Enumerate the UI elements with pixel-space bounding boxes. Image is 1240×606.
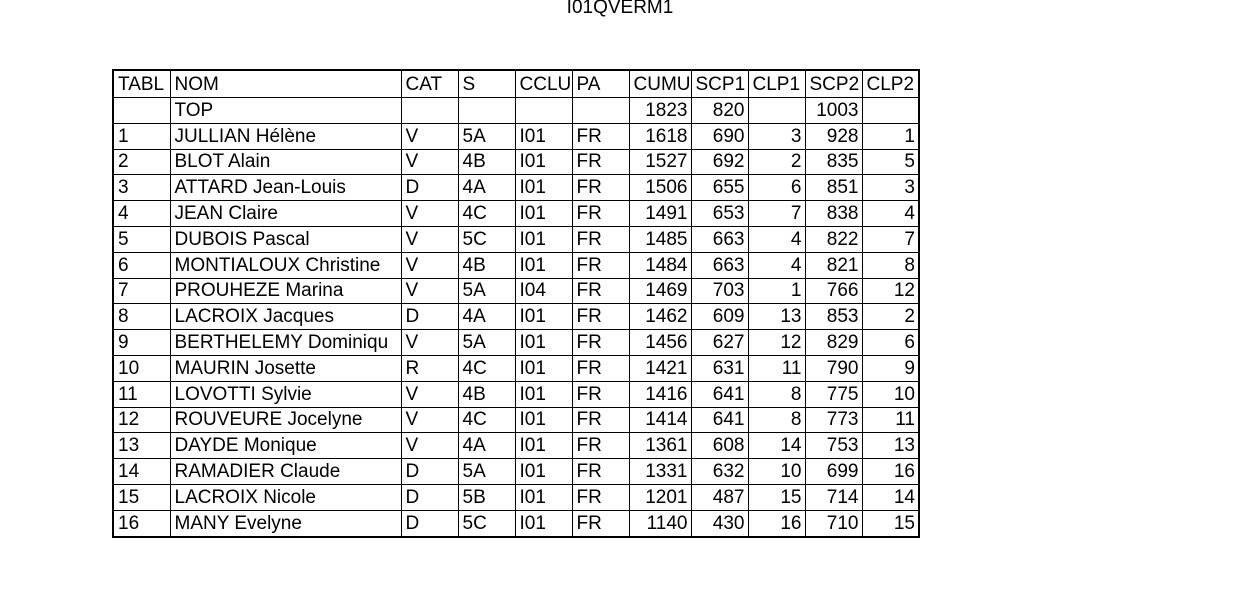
header-cell-pa: PA — [572, 70, 629, 98]
cell-nom: LOVOTTI Sylvie — [170, 381, 401, 407]
cell-scp1: 608 — [691, 433, 748, 459]
cell-tabl: 15 — [113, 484, 170, 510]
table-row — [113, 330, 919, 356]
cell-pa: FR — [572, 330, 629, 356]
header-cell-clp1: CLP1 — [748, 70, 805, 98]
table-row — [113, 201, 919, 227]
cell-tabl: 10 — [113, 355, 170, 381]
cell-pa — [572, 98, 629, 124]
cell-scp2: 699 — [805, 459, 862, 485]
cell-tabl — [113, 98, 170, 124]
cell-nom: JEAN Claire — [170, 201, 401, 227]
header-cell-cumu: CUMU — [629, 70, 691, 98]
cell-s: 4C — [458, 201, 515, 227]
cell-cat — [401, 98, 458, 124]
cell-nom: PROUHEZE Marina — [170, 278, 401, 304]
cell-scp2: 766 — [805, 278, 862, 304]
cell-clp1: 10 — [748, 459, 805, 485]
cell-cumu: 1484 — [629, 252, 691, 278]
table-row — [113, 175, 919, 201]
cell-s: 5A — [458, 123, 515, 149]
cell-cumu: 1618 — [629, 123, 691, 149]
cell-tabl: 2 — [113, 149, 170, 175]
cell-scp2: 753 — [805, 433, 862, 459]
cell-scp2: 829 — [805, 330, 862, 356]
cell-nom: TOP — [170, 98, 401, 124]
cell-cclu: I01 — [515, 123, 572, 149]
cell-scp1: 663 — [691, 252, 748, 278]
cell-nom: DAYDE Monique — [170, 433, 401, 459]
cell-pa: FR — [572, 175, 629, 201]
cell-tabl: 16 — [113, 510, 170, 536]
table-row — [113, 510, 919, 536]
cell-clp1: 14 — [748, 433, 805, 459]
cell-nom: BLOT Alain — [170, 149, 401, 175]
cell-nom: LACROIX Jacques — [170, 304, 401, 330]
cell-cumu: 1416 — [629, 381, 691, 407]
cell-nom: BERTHELEMY Dominiqu — [170, 330, 401, 356]
cell-cat: V — [401, 433, 458, 459]
cell-pa: FR — [572, 149, 629, 175]
cell-cat: V — [401, 123, 458, 149]
cell-cclu: I04 — [515, 278, 572, 304]
cell-scp1: 653 — [691, 201, 748, 227]
cell-scp1: 663 — [691, 226, 748, 252]
cell-cclu: I01 — [515, 510, 572, 536]
cell-scp2: 928 — [805, 123, 862, 149]
cell-tabl: 5 — [113, 226, 170, 252]
cell-s: 5C — [458, 510, 515, 536]
top-row — [113, 98, 919, 124]
cell-scp1: 632 — [691, 459, 748, 485]
cell-cclu: I01 — [515, 226, 572, 252]
cell-cat: V — [401, 201, 458, 227]
cell-scp1: 641 — [691, 381, 748, 407]
cell-s: 4B — [458, 149, 515, 175]
ranking-table — [112, 69, 920, 538]
cell-cclu: I01 — [515, 304, 572, 330]
header-cell-clp2: CLP2 — [862, 70, 919, 98]
cell-tabl: 12 — [113, 407, 170, 433]
cell-s: 4A — [458, 175, 515, 201]
cell-clp1 — [748, 98, 805, 124]
cell-nom: ROUVEURE Jocelyne — [170, 407, 401, 433]
cell-pa: FR — [572, 123, 629, 149]
cell-scp2: 822 — [805, 226, 862, 252]
cell-nom: RAMADIER Claude — [170, 459, 401, 485]
cell-clp1: 8 — [748, 381, 805, 407]
cell-clp1: 4 — [748, 252, 805, 278]
cell-clp2: 1 — [862, 123, 919, 149]
header-cell-scp1: SCP1 — [691, 70, 748, 98]
cell-s: 4B — [458, 381, 515, 407]
cell-s: 4A — [458, 433, 515, 459]
cell-cat: V — [401, 226, 458, 252]
cell-scp1: 692 — [691, 149, 748, 175]
cell-cumu: 1331 — [629, 459, 691, 485]
cell-pa: FR — [572, 201, 629, 227]
cell-clp2 — [862, 98, 919, 124]
cell-cumu: 1506 — [629, 175, 691, 201]
cell-s: 5A — [458, 459, 515, 485]
cell-pa: FR — [572, 355, 629, 381]
cell-clp1: 16 — [748, 510, 805, 536]
cell-clp2: 10 — [862, 381, 919, 407]
table-row — [113, 149, 919, 175]
cell-tabl: 6 — [113, 252, 170, 278]
cell-clp1: 15 — [748, 484, 805, 510]
table-row — [113, 304, 919, 330]
cell-nom: JULLIAN Hélène — [170, 123, 401, 149]
cell-cat: V — [401, 407, 458, 433]
cell-cumu: 1823 — [629, 98, 691, 124]
cell-clp1: 8 — [748, 407, 805, 433]
header-cell-s: S — [458, 70, 515, 98]
cell-pa: FR — [572, 484, 629, 510]
table-row — [113, 355, 919, 381]
cell-scp2: 773 — [805, 407, 862, 433]
cell-cat: V — [401, 149, 458, 175]
cell-nom: LACROIX Nicole — [170, 484, 401, 510]
cell-s: 5A — [458, 278, 515, 304]
cell-pa: FR — [572, 459, 629, 485]
cell-cclu: I01 — [515, 201, 572, 227]
cell-clp2: 15 — [862, 510, 919, 536]
cell-cat: V — [401, 381, 458, 407]
cell-scp2: 1003 — [805, 98, 862, 124]
cell-clp1: 7 — [748, 201, 805, 227]
cell-cclu: I01 — [515, 252, 572, 278]
cell-cumu: 1462 — [629, 304, 691, 330]
cell-s — [458, 98, 515, 124]
header-cell-cclu: CCLU — [515, 70, 572, 98]
cell-scp1: 627 — [691, 330, 748, 356]
cell-clp2: 11 — [862, 407, 919, 433]
cell-tabl: 7 — [113, 278, 170, 304]
cell-pa: FR — [572, 304, 629, 330]
cell-scp1: 641 — [691, 407, 748, 433]
cell-scp2: 835 — [805, 149, 862, 175]
cell-cumu: 1469 — [629, 278, 691, 304]
cell-cumu: 1485 — [629, 226, 691, 252]
cell-cclu: I01 — [515, 149, 572, 175]
cell-scp1: 820 — [691, 98, 748, 124]
cell-pa: FR — [572, 433, 629, 459]
cell-pa: FR — [572, 381, 629, 407]
table-row — [113, 252, 919, 278]
cell-clp2: 13 — [862, 433, 919, 459]
table-row — [113, 433, 919, 459]
cell-clp1: 11 — [748, 355, 805, 381]
cell-clp2: 5 — [862, 149, 919, 175]
cell-clp2: 7 — [862, 226, 919, 252]
cell-scp1: 655 — [691, 175, 748, 201]
cell-s: 5B — [458, 484, 515, 510]
cell-pa: FR — [572, 510, 629, 536]
header-cell-scp2: SCP2 — [805, 70, 862, 98]
cell-tabl: 1 — [113, 123, 170, 149]
cell-cclu — [515, 98, 572, 124]
document-title: I01QVERM1 — [566, 0, 674, 18]
cell-s: 5C — [458, 226, 515, 252]
cell-scp2: 714 — [805, 484, 862, 510]
cell-cclu: I01 — [515, 381, 572, 407]
header-cell-cat: CAT — [401, 70, 458, 98]
cell-s: 4A — [458, 304, 515, 330]
cell-pa: FR — [572, 252, 629, 278]
cell-clp2: 14 — [862, 484, 919, 510]
cell-pa: FR — [572, 407, 629, 433]
cell-scp1: 690 — [691, 123, 748, 149]
cell-s: 5A — [458, 330, 515, 356]
cell-clp2: 16 — [862, 459, 919, 485]
cell-clp1: 3 — [748, 123, 805, 149]
cell-cclu: I01 — [515, 484, 572, 510]
cell-s: 4B — [458, 252, 515, 278]
cell-clp1: 4 — [748, 226, 805, 252]
cell-scp2: 853 — [805, 304, 862, 330]
cell-clp1: 2 — [748, 149, 805, 175]
cell-scp1: 487 — [691, 484, 748, 510]
table-row — [113, 381, 919, 407]
cell-clp2: 3 — [862, 175, 919, 201]
cell-scp1: 703 — [691, 278, 748, 304]
header-cell-nom: NOM — [170, 70, 401, 98]
cell-clp2: 2 — [862, 304, 919, 330]
cell-clp2: 8 — [862, 252, 919, 278]
cell-clp2: 6 — [862, 330, 919, 356]
cell-tabl: 9 — [113, 330, 170, 356]
cell-cat: D — [401, 484, 458, 510]
cell-pa: FR — [572, 226, 629, 252]
table-row — [113, 123, 919, 149]
table-row — [113, 407, 919, 433]
cell-scp2: 790 — [805, 355, 862, 381]
cell-tabl: 8 — [113, 304, 170, 330]
cell-cat: V — [401, 278, 458, 304]
cell-clp1: 6 — [748, 175, 805, 201]
cell-cumu: 1361 — [629, 433, 691, 459]
cell-nom: MANY Evelyne — [170, 510, 401, 536]
cell-nom: MAURIN Josette — [170, 355, 401, 381]
cell-cclu: I01 — [515, 459, 572, 485]
cell-cclu: I01 — [515, 330, 572, 356]
cell-scp2: 775 — [805, 381, 862, 407]
cell-cumu: 1491 — [629, 201, 691, 227]
cell-tabl: 3 — [113, 175, 170, 201]
cell-scp1: 631 — [691, 355, 748, 381]
cell-cat: V — [401, 330, 458, 356]
cell-cumu: 1421 — [629, 355, 691, 381]
table-row — [113, 226, 919, 252]
cell-cat: D — [401, 304, 458, 330]
table-row — [113, 459, 919, 485]
cell-scp2: 710 — [805, 510, 862, 536]
cell-cat: D — [401, 175, 458, 201]
cell-nom: ATTARD Jean-Louis — [170, 175, 401, 201]
cell-cumu: 1527 — [629, 149, 691, 175]
cell-scp1: 609 — [691, 304, 748, 330]
cell-clp2: 4 — [862, 201, 919, 227]
cell-scp2: 821 — [805, 252, 862, 278]
cell-scp2: 838 — [805, 201, 862, 227]
cell-tabl: 4 — [113, 201, 170, 227]
table-body — [113, 70, 919, 537]
cell-clp1: 1 — [748, 278, 805, 304]
cell-cclu: I01 — [515, 175, 572, 201]
header-cell-tabl: TABL — [113, 70, 170, 98]
cell-cat: R — [401, 355, 458, 381]
cell-scp1: 430 — [691, 510, 748, 536]
cell-cumu: 1456 — [629, 330, 691, 356]
cell-scp2: 851 — [805, 175, 862, 201]
cell-tabl: 11 — [113, 381, 170, 407]
cell-clp2: 9 — [862, 355, 919, 381]
table-row — [113, 484, 919, 510]
cell-clp1: 12 — [748, 330, 805, 356]
cell-clp2: 12 — [862, 278, 919, 304]
cell-cat: V — [401, 252, 458, 278]
cell-tabl: 13 — [113, 433, 170, 459]
cell-cclu: I01 — [515, 433, 572, 459]
cell-nom: MONTIALOUX Christine — [170, 252, 401, 278]
cell-tabl: 14 — [113, 459, 170, 485]
cell-nom: DUBOIS Pascal — [170, 226, 401, 252]
cell-s: 4C — [458, 407, 515, 433]
table-row — [113, 278, 919, 304]
cell-clp1: 13 — [748, 304, 805, 330]
header-row — [113, 70, 919, 98]
cell-s: 4C — [458, 355, 515, 381]
cell-cclu: I01 — [515, 355, 572, 381]
cell-cat: D — [401, 459, 458, 485]
cell-cat: D — [401, 510, 458, 536]
cell-cumu: 1140 — [629, 510, 691, 536]
cell-cumu: 1414 — [629, 407, 691, 433]
cell-cclu: I01 — [515, 407, 572, 433]
cell-cumu: 1201 — [629, 484, 691, 510]
cell-pa: FR — [572, 278, 629, 304]
